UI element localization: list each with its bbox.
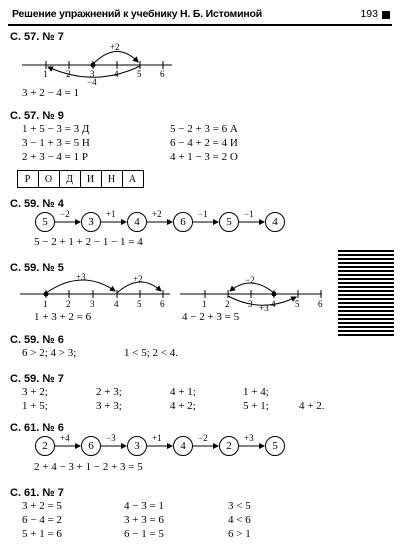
chain-node: 5 — [265, 436, 285, 456]
equation: 2 + 4 − 3 + 1 − 2 + 3 = 5 — [34, 461, 143, 473]
inequality: 6 > 1 — [228, 528, 251, 540]
header-title: Решение упражнений к учебнику Н. Б. Истоминой — [12, 8, 262, 20]
tick-label: 5 — [137, 69, 142, 79]
tick-label: 6 — [318, 299, 323, 309]
section-heading: С. 59. № 4 — [10, 198, 64, 210]
chain-node: 2 — [35, 436, 55, 456]
equation: 5 − 2 + 1 + 2 − 1 − 1 = 4 — [34, 236, 143, 248]
section-heading: С. 59. № 5 — [10, 262, 64, 274]
chain-node: 4 — [265, 212, 285, 232]
op-label: −3 — [106, 433, 116, 443]
chain-node: 5 — [35, 212, 55, 232]
page-edge-stripes — [338, 250, 394, 336]
expression: 3 + 3; — [96, 400, 122, 412]
tick-label: 2 — [66, 299, 71, 309]
inequality: 1 < 5; 2 < 4. — [124, 347, 178, 359]
chain-node: 3 — [81, 212, 101, 232]
arc-label: +2 — [133, 274, 143, 284]
tick-label: 6 — [160, 69, 165, 79]
op-label: +3 — [244, 433, 254, 443]
tick-label: 2 — [66, 69, 71, 79]
equation: 3 + 3 = 6 — [124, 514, 164, 526]
chain-node: 6 — [173, 212, 193, 232]
equation: 5 − 2 + 3 = 6 А — [170, 123, 238, 135]
op-label: −1 — [198, 209, 208, 219]
equation: 6 − 4 = 2 — [22, 514, 62, 526]
expression: 3 + 2; — [22, 386, 48, 398]
tick-label: 1 — [43, 299, 48, 309]
word-letter: Н — [101, 170, 123, 188]
chain-node: 4 — [173, 436, 193, 456]
tick-label: 5 — [295, 299, 300, 309]
answer-word — [18, 170, 144, 188]
inequality: 3 < 5 — [228, 500, 251, 512]
inequality: 6 > 2; 4 > 3; — [22, 347, 77, 359]
equation: 3 + 2 − 4 = 1 — [22, 87, 80, 99]
arc-label: +3 — [76, 272, 86, 282]
equation: 3 − 1 + 3 = 5 Н — [22, 137, 90, 149]
equation: 1 + 3 + 2 = 6 — [34, 311, 92, 323]
tick-label: 1 — [43, 69, 48, 79]
op-label: +4 — [60, 433, 70, 443]
expression: 4 + 2; — [170, 400, 196, 412]
tick-label: 6 — [160, 299, 165, 309]
chain-node: 4 — [127, 212, 147, 232]
equation: 6 − 4 + 2 = 4 И — [170, 137, 238, 149]
section-heading: С. 61. № 7 — [10, 487, 64, 499]
tick-label: 2 — [225, 299, 230, 309]
arc-label: +3 — [259, 303, 269, 313]
tick-label: 3 — [90, 299, 95, 309]
chain-node: 5 — [219, 212, 239, 232]
op-label: +1 — [106, 209, 116, 219]
tick-label: 4 — [114, 299, 119, 309]
expression: 4 + 2. — [299, 400, 325, 412]
tick-label: 4 — [271, 299, 276, 309]
arc-label: +2 — [110, 42, 120, 52]
equation: 2 + 3 − 4 = 1 Р — [22, 151, 88, 163]
word-letter: О — [38, 170, 60, 188]
section-heading: С. 57. № 9 — [10, 110, 64, 122]
equation: 1 + 5 − 3 = 3 Д — [22, 123, 90, 135]
equation: 3 + 2 = 5 — [22, 500, 62, 512]
word-letter: Д — [59, 170, 81, 188]
tick-label: 3 — [248, 299, 253, 309]
word-letter: Р — [17, 170, 39, 188]
expression: 2 + 3; — [96, 386, 122, 398]
word-letter: А — [122, 170, 144, 188]
section-heading: С. 59. № 7 — [10, 373, 64, 385]
op-label: +1 — [152, 433, 162, 443]
expression: 1 + 5; — [22, 400, 48, 412]
number-line-2 — [20, 280, 170, 298]
equation: 5 + 1 = 6 — [22, 528, 62, 540]
page-number: 193 — [360, 8, 378, 20]
chain-node: 6 — [81, 436, 101, 456]
op-label: −2 — [198, 433, 208, 443]
chain-node: 3 — [127, 436, 147, 456]
expression: 4 + 1; — [170, 386, 196, 398]
section-heading: С. 59. № 6 — [10, 334, 64, 346]
chain-node: 2 — [219, 436, 239, 456]
word-letter: И — [80, 170, 102, 188]
equation: 6 − 1 = 5 — [124, 528, 164, 540]
op-label: −2 — [60, 209, 70, 219]
expression: 1 + 4; — [243, 386, 269, 398]
section-heading: С. 57. № 7 — [10, 31, 64, 43]
arc-label: −4 — [87, 77, 97, 87]
arc-label: −2 — [245, 275, 255, 285]
equation: 4 + 1 − 3 = 2 О — [170, 151, 238, 163]
tick-label: 1 — [202, 299, 207, 309]
tick-label: 5 — [137, 299, 142, 309]
op-label: +2 — [152, 209, 162, 219]
tick-label: 4 — [114, 69, 119, 79]
section-heading: С. 61. № 6 — [10, 422, 64, 434]
equation: 4 − 2 + 3 = 5 — [182, 311, 240, 323]
inequality: 4 < 6 — [228, 514, 251, 526]
tick-label: 3 — [90, 69, 95, 79]
op-label: −1 — [244, 209, 254, 219]
equation: 4 − 3 = 1 — [124, 500, 164, 512]
expression: 5 + 1; — [243, 400, 269, 412]
